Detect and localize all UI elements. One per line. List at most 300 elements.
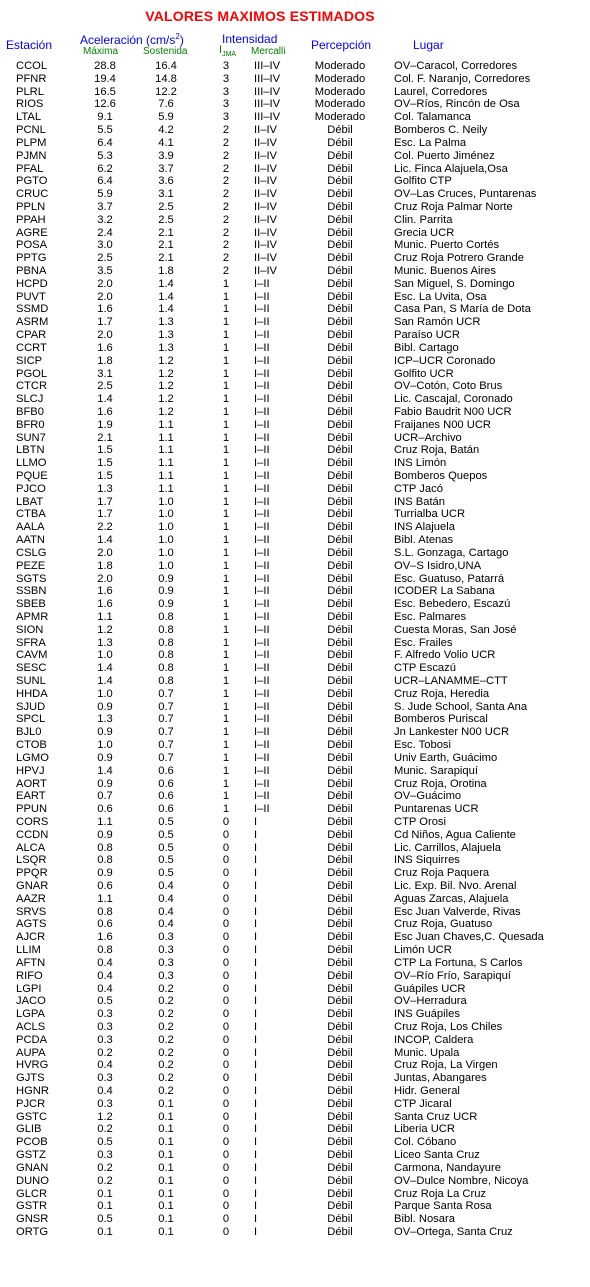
table-row (0, 393, 590, 406)
cell-maxima: 2.2 (97, 521, 113, 534)
cell-ijma: 0 (222, 944, 230, 957)
cell-ijma: 0 (222, 1097, 230, 1110)
cell-ijma: 0 (222, 956, 230, 969)
cell-sostenida: 7.6 (158, 98, 174, 111)
table-row (0, 944, 590, 957)
cell-maxima: 0.3 (97, 1072, 113, 1085)
cell-lugar: Bomberos Puriscal (394, 713, 488, 726)
cell-percepcion: Débil (327, 944, 353, 957)
cell-percepcion: Débil (327, 1046, 353, 1059)
cell-mercalli: I (254, 918, 258, 931)
table-row (0, 188, 590, 201)
cell-mercalli: I (254, 1072, 258, 1085)
cell-mercalli: I–II (254, 675, 270, 687)
cell-estacion: SGTS (16, 572, 47, 585)
cell-sostenida: 1.2 (158, 354, 174, 367)
cell-estacion: GNAN (16, 1161, 49, 1174)
cell-ijma: 1 (222, 405, 230, 418)
cell-lugar: Cruz Roja, Orotina (394, 777, 487, 790)
cell-sostenida: 1.1 (158, 470, 174, 482)
table-row (0, 893, 590, 906)
cell-sostenida: 1.4 (158, 290, 174, 303)
cell-mercalli: I–II (254, 316, 270, 329)
table-row (0, 483, 590, 496)
cell-ijma: 0 (222, 1046, 230, 1059)
cell-ijma: 0 (222, 1072, 230, 1085)
cell-mercalli: I–II (254, 764, 270, 777)
cell-ijma: 0 (222, 918, 230, 931)
cell-lugar: Esc Juan Chaves,C. Quesada (394, 931, 544, 944)
cell-sostenida: 1.0 (158, 521, 174, 534)
table-row (0, 1226, 590, 1239)
cell-mercalli: I (254, 892, 258, 905)
cell-maxima: 2.5 (97, 380, 113, 393)
cell-mercalli: I (254, 1033, 258, 1046)
cell-maxima: 0.9 (97, 777, 113, 790)
table-row (0, 854, 590, 867)
cell-maxima: 0.8 (97, 944, 113, 957)
cell-lugar: Liberia UCR (394, 1123, 455, 1136)
cell-ijma: 1 (222, 790, 230, 803)
cell-lugar: Esc. Frailes (394, 636, 453, 649)
table-row (0, 1072, 590, 1085)
cell-estacion: SBEB (16, 598, 46, 611)
cell-mercalli: I–II (254, 341, 270, 354)
cell-estacion: RIFO (16, 969, 43, 982)
cell-maxima: 2.0 (97, 546, 113, 559)
cell-lugar: Cd Niños, Agua Caliente (394, 828, 516, 841)
cell-estacion: SESC (16, 662, 47, 675)
cell-estacion: SLCJ (16, 393, 44, 406)
table-row (0, 496, 590, 509)
cell-sostenida: 2.5 (158, 213, 174, 226)
cell-ijma: 0 (222, 982, 230, 995)
table-row (0, 1200, 590, 1213)
cell-sostenida: 1.0 (158, 534, 174, 547)
page-title: VALORES MAXIMOS ESTIMADOS (145, 8, 375, 24)
cell-percepcion: Débil (327, 854, 353, 867)
cell-mercalli: I–II (254, 572, 270, 585)
cell-estacion: ORTG (16, 1225, 49, 1238)
cell-ijma: 1 (222, 367, 230, 380)
cell-estacion: PQUE (16, 470, 48, 482)
cell-ijma: 2 (222, 188, 230, 201)
cell-percepcion: Débil (327, 918, 353, 931)
cell-lugar: Jn Lankester N00 UCR (394, 726, 510, 739)
cell-mercalli: I–II (254, 482, 270, 495)
cell-sostenida: 0.1 (158, 1123, 174, 1136)
cell-sostenida: 0.3 (158, 944, 174, 957)
cell-maxima: 2.0 (97, 572, 113, 585)
cell-lugar: Bomberos Quepos (394, 470, 488, 482)
cell-estacion: CCDN (16, 828, 49, 841)
table-row (0, 585, 590, 598)
cell-lugar: Bibl. Atenas (394, 534, 454, 547)
cell-ijma: 0 (222, 931, 230, 944)
table-row (0, 227, 590, 240)
cell-lugar: Munic. Puerto Cortés (394, 239, 500, 252)
cell-sostenida: 2.1 (158, 239, 174, 252)
cell-lugar: Liceo Santa Cruz (394, 1149, 480, 1162)
cell-ijma: 0 (222, 1110, 230, 1123)
cell-lugar: Esc. La Uvita, Osa (394, 290, 487, 303)
cell-estacion: PUVT (16, 290, 46, 303)
cell-mercalli: II–IV (254, 226, 278, 239)
cell-ijma: 1 (222, 687, 230, 700)
cell-sostenida: 0.2 (158, 1033, 174, 1046)
cell-maxima: 1.4 (97, 764, 113, 777)
cell-maxima: 0.3 (97, 1033, 113, 1046)
cell-estacion: PFNR (16, 72, 47, 85)
cell-mercalli: I–II (254, 739, 270, 752)
cell-maxima: 16.5 (94, 85, 116, 98)
cell-lugar: Aguas Zarcas, Alajuela (394, 892, 509, 905)
cell-percepcion: Débil (327, 341, 353, 354)
cell-maxima: 1.4 (97, 675, 113, 687)
cell-sostenida: 1.1 (158, 418, 174, 431)
cell-lugar: UCR–LANAMME–CTT (394, 675, 508, 687)
cell-maxima: 0.2 (97, 1123, 113, 1136)
table-row (0, 880, 590, 893)
cell-sostenida: 0.1 (158, 1136, 174, 1149)
header-percepcion: Percepción (311, 38, 372, 52)
cell-maxima: 2.5 (97, 252, 113, 265)
cell-estacion: LLMO (16, 457, 47, 470)
cell-sostenida: 0.2 (158, 1008, 174, 1021)
cell-estacion: PJCR (16, 1097, 46, 1110)
cell-estacion: AUPA (16, 1046, 46, 1059)
cell-mercalli: I–II (254, 521, 270, 534)
cell-mercalli: I–II (254, 726, 270, 739)
cell-lugar: San Miguel, S. Domingo (394, 277, 515, 290)
cell-estacion: LBTN (16, 444, 45, 457)
cell-ijma: 1 (222, 354, 230, 367)
cell-estacion: PEZE (16, 559, 46, 572)
cell-estacion: GSTR (16, 1200, 48, 1213)
cell-sostenida: 1.1 (158, 457, 174, 470)
cell-sostenida: 0.2 (158, 1072, 174, 1085)
cell-mercalli: I (254, 1085, 258, 1097)
cell-lugar: Cruz Roja, Batán (394, 444, 480, 457)
cell-mercalli: I–II (254, 777, 270, 790)
cell-sostenida: 4.1 (158, 136, 174, 149)
cell-mercalli: I–II (254, 380, 270, 393)
cell-mercalli: I–II (254, 585, 270, 598)
cell-mercalli: I (254, 1149, 258, 1162)
cell-lugar: Carmona, Nandayure (394, 1161, 501, 1174)
cell-maxima: 1.3 (97, 482, 113, 495)
cell-maxima: 0.4 (97, 956, 113, 969)
cell-percepcion: Débil (327, 598, 353, 611)
cell-ijma: 1 (222, 380, 230, 393)
cell-ijma: 1 (222, 418, 230, 431)
cell-lugar: INS Alajuela (394, 521, 455, 534)
cell-lugar: Col. F. Naranjo, Corredores (394, 72, 531, 85)
cell-sostenida: 1.3 (158, 316, 174, 329)
table-row (0, 662, 590, 675)
cell-percepcion: Débil (327, 956, 353, 969)
cell-estacion: PCOB (16, 1136, 48, 1149)
table-row (0, 291, 590, 304)
cell-estacion: PPUN (16, 803, 48, 816)
cell-lugar: OV–Herradura (394, 995, 467, 1008)
cell-percepcion: Débil (327, 880, 353, 892)
cell-mercalli: II–IV (254, 175, 278, 188)
cell-maxima: 1.0 (97, 687, 113, 700)
cell-mercalli: I–II (254, 662, 270, 675)
cell-maxima: 1.6 (97, 931, 113, 944)
cell-lugar: Cruz Roja La Cruz (394, 1187, 487, 1200)
cell-percepcion: Débil (327, 828, 353, 841)
table-row (0, 303, 590, 316)
cell-estacion: SSMD (16, 303, 49, 316)
cell-estacion: PLRL (16, 85, 44, 98)
header-maxima: Máxima (83, 46, 119, 57)
table-row (0, 1085, 590, 1098)
cell-maxima: 1.1 (97, 815, 113, 828)
table-row (0, 1111, 590, 1124)
cell-lugar: INS Guápiles (394, 1008, 460, 1021)
table-row (0, 726, 590, 739)
cell-maxima: 19.4 (94, 72, 116, 85)
cell-mercalli: I–II (254, 367, 270, 380)
cell-estacion: CCRT (16, 341, 47, 354)
cell-lugar: San Ramón UCR (394, 316, 481, 329)
table-row (0, 1098, 590, 1111)
cell-maxima: 1.6 (97, 585, 113, 598)
cell-percepcion: Débil (327, 470, 353, 482)
cell-estacion: CPAR (16, 329, 47, 342)
cell-sostenida: 1.0 (158, 508, 174, 521)
cell-percepcion: Débil (327, 1008, 353, 1021)
cell-sostenida: 0.7 (158, 713, 174, 726)
table-row (0, 470, 590, 483)
cell-mercalli: II–IV (254, 239, 278, 252)
cell-estacion: CRUC (16, 188, 49, 201)
cell-mercalli: I–II (254, 495, 270, 508)
header-sostenida: Sostenida (143, 46, 188, 57)
cell-ijma: 1 (222, 495, 230, 508)
cell-percepcion: Débil (327, 1020, 353, 1033)
cell-maxima: 1.8 (97, 559, 113, 572)
cell-sostenida: 0.3 (158, 969, 174, 982)
cell-lugar: Fraijanes N00 UCR (394, 418, 491, 431)
table-row (0, 637, 590, 650)
table-row (0, 675, 590, 688)
cell-percepcion: Débil (327, 982, 353, 995)
cell-estacion: RIOS (16, 98, 44, 111)
cell-ijma: 1 (222, 636, 230, 649)
cell-ijma: 1 (222, 534, 230, 547)
cell-lugar: Esc. La Palma (394, 136, 467, 149)
cell-sostenida: 0.1 (158, 1187, 174, 1200)
cell-sostenida: 0.1 (158, 1149, 174, 1162)
cell-maxima: 12.6 (94, 98, 116, 111)
cell-maxima: 1.2 (97, 623, 113, 636)
cell-mercalli: III–IV (254, 111, 281, 124)
cell-lugar: Munic. Upala (394, 1046, 460, 1059)
table-row (0, 842, 590, 855)
table-row (0, 918, 590, 931)
cell-estacion: HHDA (16, 687, 48, 700)
table-row (0, 778, 590, 791)
cell-lugar: Col. Puerto Jiménez (394, 149, 495, 162)
cell-lugar: Casa Pan, S María de Dota (394, 303, 531, 316)
table-row (0, 137, 590, 150)
cell-maxima: 0.9 (97, 726, 113, 739)
cell-ijma: 0 (222, 854, 230, 867)
cell-percepcion: Débil (327, 418, 353, 431)
cell-estacion: GSTC (16, 1110, 48, 1123)
cell-lugar: OV–Río Frío, Sarapiquí (394, 969, 511, 982)
cell-estacion: AAZR (16, 892, 46, 905)
cell-percepcion: Débil (327, 1072, 353, 1085)
cell-percepcion: Débil (327, 713, 353, 726)
cell-mercalli: I (254, 1225, 258, 1238)
cell-sostenida: 3.1 (158, 188, 174, 201)
cell-estacion: PCNL (16, 124, 46, 137)
table-row (0, 611, 590, 624)
cell-maxima: 1.4 (97, 393, 113, 406)
cell-sostenida: 0.8 (158, 636, 174, 649)
cell-percepcion: Débil (327, 213, 353, 226)
cell-sostenida: 3.7 (158, 162, 174, 175)
cell-lugar: Santa Cruz UCR (394, 1110, 478, 1123)
cell-lugar: Munic. Sarapiquí (394, 764, 478, 777)
table-row (0, 406, 590, 419)
cell-ijma: 0 (222, 1123, 230, 1136)
cell-sostenida: 0.5 (158, 841, 174, 854)
cell-sostenida: 3.9 (158, 149, 174, 162)
cell-sostenida: 1.2 (158, 405, 174, 418)
cell-lugar: Golfito UCR (394, 367, 454, 380)
cell-ijma: 1 (222, 277, 230, 290)
cell-maxima: 3.1 (97, 367, 113, 380)
cell-sostenida: 1.0 (158, 559, 174, 572)
cell-estacion: AORT (16, 777, 47, 790)
cell-maxima: 1.1 (97, 610, 113, 623)
cell-sostenida: 0.6 (158, 764, 174, 777)
cell-percepcion: Débil (327, 649, 353, 662)
cell-percepcion: Débil (327, 905, 353, 918)
cell-lugar: Munic. Buenos Aires (394, 265, 496, 277)
cell-percepcion: Débil (327, 1110, 353, 1123)
cell-ijma: 0 (222, 1008, 230, 1021)
cell-percepcion: Débil (327, 393, 353, 406)
cell-lugar: Guápiles UCR (394, 982, 466, 995)
cell-ijma: 2 (222, 226, 230, 239)
cell-ijma: 1 (222, 303, 230, 316)
cell-estacion: SICP (16, 354, 43, 367)
cell-mercalli: I–II (254, 303, 270, 316)
cell-estacion: GNSR (16, 1213, 49, 1226)
cell-maxima: 1.4 (97, 662, 113, 675)
cell-maxima: 0.9 (97, 867, 113, 880)
cell-percepcion: Débil (327, 867, 353, 880)
cell-maxima: 1.3 (97, 713, 113, 726)
cell-maxima: 1.6 (97, 405, 113, 418)
cell-mercalli: II–IV (254, 265, 278, 277)
cell-percepcion: Débil (327, 1136, 353, 1149)
cell-estacion: PFAL (16, 162, 44, 175)
cell-mercalli: I–II (254, 354, 270, 367)
cell-ijma: 1 (222, 751, 230, 764)
cell-estacion: PGOL (16, 367, 48, 380)
cell-estacion: PCDA (16, 1033, 48, 1046)
table-row (0, 124, 590, 137)
cell-estacion: SUNL (16, 675, 46, 687)
table-row (0, 816, 590, 829)
cell-mercalli: II–IV (254, 136, 278, 149)
cell-sostenida: 0.3 (158, 956, 174, 969)
cell-estacion: SFRA (16, 636, 46, 649)
cell-mercalli: I (254, 841, 258, 854)
cell-maxima: 3.0 (97, 239, 113, 252)
cell-maxima: 1.6 (97, 598, 113, 611)
cell-lugar: Paraíso UCR (394, 329, 460, 342)
cell-estacion: HGNR (16, 1085, 49, 1097)
cell-ijma: 0 (222, 1033, 230, 1046)
cell-maxima: 0.6 (97, 880, 113, 892)
cell-ijma: 1 (222, 585, 230, 598)
cell-estacion: AGTS (16, 918, 47, 931)
cell-mercalli: III–IV (254, 85, 281, 98)
cell-percepcion: Débil (327, 636, 353, 649)
cell-maxima: 0.9 (97, 700, 113, 713)
cell-estacion: JACO (16, 995, 46, 1008)
cell-percepcion: Débil (327, 1200, 353, 1213)
cell-sostenida: 14.8 (155, 72, 177, 85)
cell-ijma: 3 (222, 72, 230, 85)
cell-maxima: 1.5 (97, 444, 113, 457)
cell-mercalli: I (254, 1123, 258, 1136)
cell-sostenida: 0.7 (158, 751, 174, 764)
cell-maxima: 0.8 (97, 841, 113, 854)
cell-ijma: 0 (222, 1187, 230, 1200)
table-row (0, 355, 590, 368)
cell-lugar: INCOP, Caldera (394, 1033, 474, 1046)
cell-ijma: 1 (222, 675, 230, 687)
cell-mercalli: I–II (254, 546, 270, 559)
cell-mercalli: I–II (254, 277, 270, 290)
cell-percepcion: Débil (327, 149, 353, 162)
cell-lugar: Esc. Bebedero, Escazú (394, 598, 511, 611)
table-row (0, 803, 590, 816)
cell-ijma: 0 (222, 880, 230, 892)
cell-percepcion: Débil (327, 1174, 353, 1187)
table-row (0, 573, 590, 586)
cell-ijma: 0 (222, 815, 230, 828)
cell-maxima: 0.8 (97, 905, 113, 918)
cell-percepcion: Débil (327, 1149, 353, 1162)
cell-estacion: PPQR (16, 867, 48, 880)
table-row (0, 790, 590, 803)
cell-sostenida: 1.2 (158, 380, 174, 393)
table-row (0, 931, 590, 944)
cell-sostenida: 0.1 (158, 1174, 174, 1187)
cell-maxima: 2.0 (97, 277, 113, 290)
cell-ijma: 2 (222, 213, 230, 226)
cell-percepcion: Débil (327, 239, 353, 252)
cell-maxima: 9.1 (97, 111, 113, 124)
cell-maxima: 1.5 (97, 470, 113, 482)
cell-percepcion: Débil (327, 277, 353, 290)
cell-percepcion: Débil (327, 777, 353, 790)
cell-lugar: Esc. Tobosi (394, 739, 452, 752)
cell-percepcion: Débil (327, 662, 353, 675)
cell-ijma: 0 (222, 1149, 230, 1162)
cell-mercalli: I (254, 1008, 258, 1021)
